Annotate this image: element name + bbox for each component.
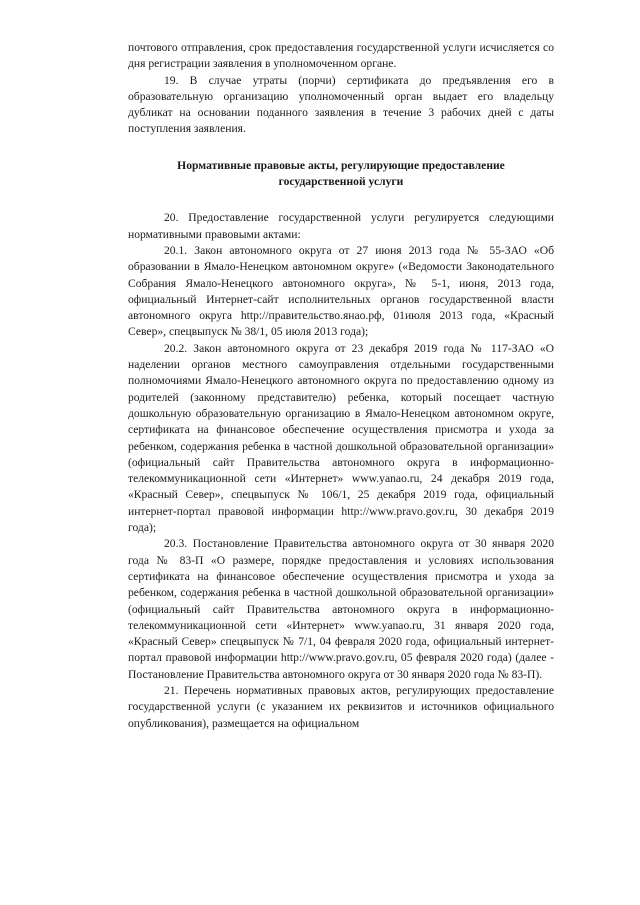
paragraph-19: 19. В случае утраты (порчи) сертификата до предъявления его в образовательную организацию уполномоченный орган выдает его владельцу дубликат на основании поданного заявления в течение 3 рабочих дней с даты поступления заявления. bbox=[128, 73, 554, 136]
section-heading-line1: Нормативные правовые акты, регулирующие предоставление bbox=[177, 158, 505, 172]
paragraph-20-3: 20.3. Постановление Правительства автономного округа от 30 января 2020 года № 83-П «О размере, порядке предоставления и условиях использования сертификата на финансовое обеспечение осуществления присмотра и ухода за ребенком, содержания ребенка в частной дошкольной образовательной организации» (официальный сайт Правительства автономного округа в информационно-телекоммуникационной сети «Интернет» www.yanao.ru, 31 января 2020 года, «Красный Север» спецвыпуск № 7/1, 04 февраля 2020 года, официальный интернет-портал правовой информации http://www.pravo.gov.ru, 05 февраля 2020 года) (далее - Постановление Правительства автономного округа от 30 января 2020 года № 83-П). bbox=[128, 537, 554, 681]
section-heading bbox=[128, 158, 554, 191]
section-heading-line2: государственной услуги bbox=[278, 175, 404, 189]
paragraph-20-2: 20.2. Закон автономного округа от 23 декабря 2019 года № 117-ЗАО «О наделении органов местного самоуправления отдельными государственными полномочиями Ямало-Ненецкого автономного округа по предоставлению одному из родителей (законному представителю) ребенка, который посещает частную дошкольную образовательную организацию в Ямало-Ненецком автономном округе, сертификата на финансовое обеспечение осуществления присмотра и ухода за ребенком, содержания ребенка в частной дошкольной образовательной организации» (официальный сайт Правительства автономного округа в информационно-телекоммуникационной сети «Интернет» www.yanao.ru, 24 декабря 2019 года, «Красный Север», спецвыпуск № 106/1, 25 декабря 2019 года, официальный интернет-портал правовой информации http://www.pravo.gov.ru, 30 декабря 2019 года); bbox=[128, 341, 554, 535]
paragraph-continuation: почтового отправления, срок предоставления государственной услуги исчисляется со дня регистрации заявления в уполномоченном органе. bbox=[128, 41, 554, 71]
paragraph-21: 21. Перечень нормативных правовых актов, регулирующих предоставление государственной услуги (с указанием их реквизитов и источников официального опубликования), размещается на официальном bbox=[128, 683, 554, 730]
paragraph-20-1: 20.1. Закон автономного округа от 27 июня 2013 года № 55-ЗАО «Об образовании в Ямало-Ненецком автономном округе» («Ведомости Законодательного Собрания Ямало-Ненецкого автономного округа», № 5-1, июня, 2013 года, официальный Интернет-сайт исполнительных органов государственной власти автономного округа http://правительство.янао.рф, 01июля 2013 года, «Красный Север», спецвыпуск № 38/1, 05 июля 2013 года); bbox=[128, 243, 554, 339]
paragraph-20: 20. Предоставление государственной услуги регулируется следующими нормативными правовыми актами: bbox=[128, 211, 554, 241]
document-page bbox=[128, 40, 554, 732]
